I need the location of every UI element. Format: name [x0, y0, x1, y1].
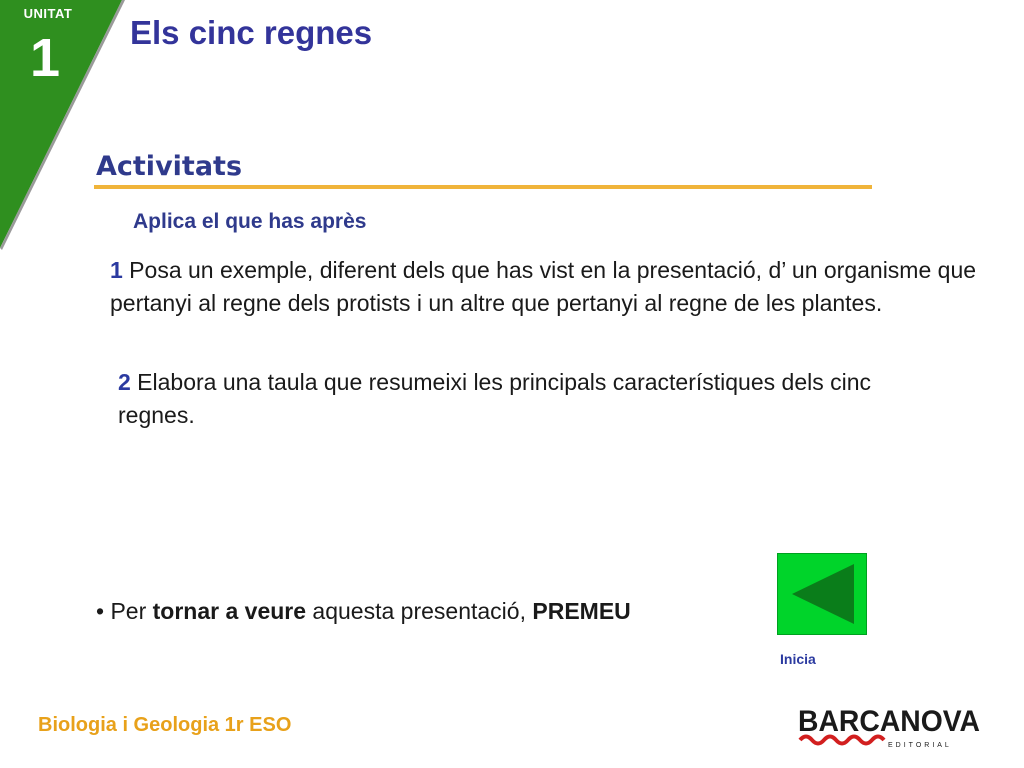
activity-item-2	[118, 366, 918, 432]
triangle-left-icon	[778, 554, 866, 634]
section-divider	[94, 185, 872, 189]
instruction-text	[96, 598, 631, 625]
instruction-emphasis: PREMEU	[532, 598, 631, 624]
footer-subject: Biologia i Geologia 1r ESO	[38, 714, 292, 736]
activity-text: Posa un exemple, diferent dels que has vist en la presentació, d’ un organisme que pertanyi al regne dels protists i un altre que pertanyi al regne de les plantes.	[110, 257, 977, 316]
unit-number: 1	[29, 28, 61, 88]
activity-item-1	[110, 254, 990, 320]
activity-number: 2	[118, 369, 131, 395]
back-to-start-button[interactable]	[777, 553, 867, 635]
instruction-emphasis: tornar a veure	[152, 598, 307, 624]
back-button-caption[interactable]: Inicia	[780, 651, 816, 667]
activity-text: Elabora una taula que resumeixi les principals característiques dels cinc regnes.	[118, 369, 872, 428]
unit-label: UNITAT	[23, 6, 73, 21]
section-heading: Activitats	[96, 151, 243, 182]
instruction-part: Per	[104, 598, 153, 624]
instruction-part: aquesta presentació,	[306, 598, 533, 624]
section-subheading: Aplica el que has après	[133, 210, 367, 233]
bullet: •	[96, 598, 105, 624]
logo-subtitle: EDITORIAL	[888, 742, 952, 749]
activity-number: 1	[110, 257, 123, 283]
page-title: Els cinc regnes	[130, 14, 373, 51]
logo-wordmark: BARCANOVA	[798, 705, 980, 738]
barcanova-logo	[796, 702, 986, 752]
